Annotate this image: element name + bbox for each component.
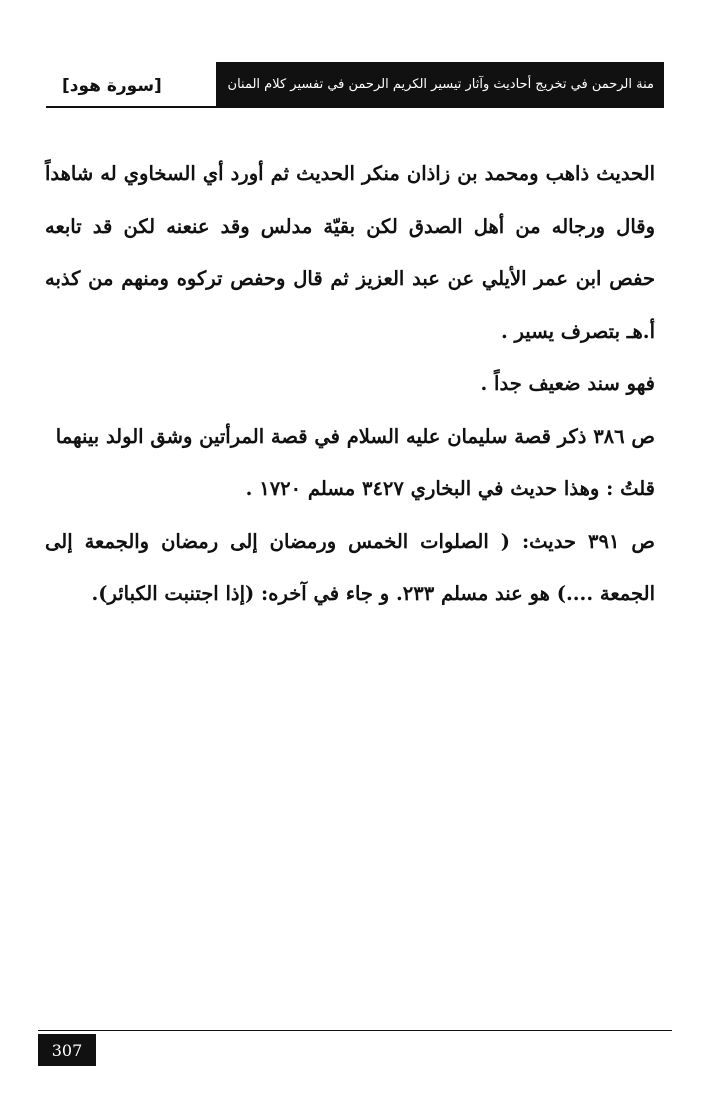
paragraph-hadith-discussion: الحديث ذاهب ومحمد بن زاذان منكر الحديث ثم أورد أي السخاوي له شاهداً وقال ورجاله من أهل الصدق لكن بقيّة مدلس وقد عنعنه لكن قد تابعه حفص ابن عمر الأيلي عن عبد العزيز ثم قال وحفص تركوه ومنهم من كذبه أ.هـ بتصرف يسير . xyxy=(45,162,655,343)
paragraph-verdict: فهو سند ضعيف جداً . xyxy=(480,372,655,395)
paragraph-page-391: ص ٣٩١ حديث: ( الصلوات الخمس ورمضان إلى رمضان والجمعة إلى الجمعة ....) هو عند مسلم ٢٣٣. و جاء في آخره: (إذا اجتنبت الكبائر). xyxy=(45,529,655,605)
footer-divider xyxy=(38,1030,672,1031)
paragraph-page-386: ص ٣٨٦ ذكر قصة سليمان عليه السلام في قصة المرأتين وشق الولد بينهما xyxy=(55,424,655,448)
page-number: 307 xyxy=(51,1040,83,1060)
paragraph-bukhari-note: قلتُ : وهذا حديث في البخاري ٣٤٢٧ مسلم ١٧٢٠ . xyxy=(245,477,655,500)
page-body xyxy=(45,148,655,621)
book-title: منة الرحمن في تخريج أحاديث وآثار تيسير الكريم الرحمن في تفسير كلام المنان xyxy=(227,76,654,92)
book-title-bar xyxy=(216,62,664,106)
surah-label: [سورة هود] xyxy=(62,76,162,96)
header-divider xyxy=(46,106,664,108)
running-header xyxy=(46,62,664,108)
page-number-box xyxy=(38,1034,96,1066)
